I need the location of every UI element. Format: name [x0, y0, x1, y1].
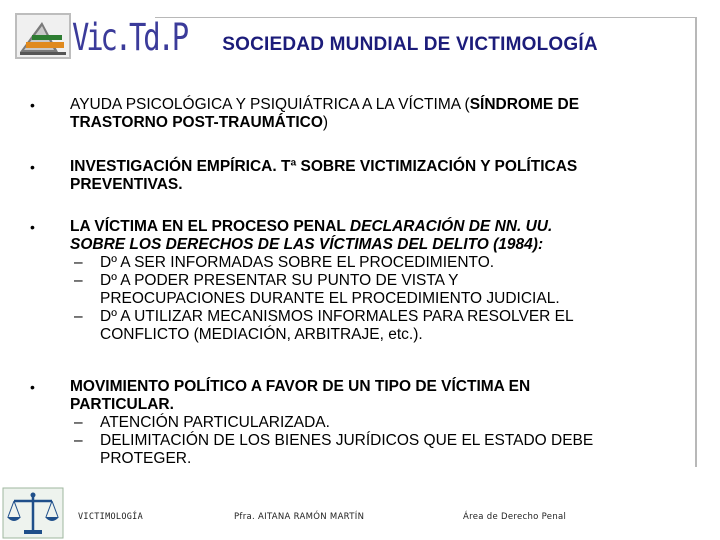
- bullet-marker: •: [30, 219, 35, 235]
- bullet-text: PARTICULAR.: [70, 396, 174, 413]
- sub-item: [70, 254, 574, 272]
- bullet-item: [26, 378, 593, 468]
- sub-item: [70, 272, 574, 308]
- sub-text: PREOCUPACIONES DURANTE EL PROCEDIMIENTO JUDICIAL.: [100, 290, 560, 307]
- victdp-logo: [14, 12, 187, 60]
- bullet-text: LA VÍCTIMA EN EL PROCESO PENAL: [70, 218, 350, 235]
- sub-item: [70, 308, 574, 344]
- sub-text: DELIMITACIÓN DE LOS BIENES JURÍDICOS QUE EL ESTADO DEBE: [100, 432, 594, 449]
- bullet-marker: •: [30, 159, 35, 175]
- bullet-text-italic: SOBRE LOS DERECHOS DE LAS VÍCTIMAS DEL DELITO (1984):: [70, 236, 544, 253]
- sub-marker: –: [74, 254, 83, 271]
- bullet-text: MOVIMIENTO POLÍTICO A FAVOR DE UN TIPO DE VÍCTIMA EN: [70, 378, 531, 395]
- footer-subject: VICTIMOLOGÍA: [78, 512, 144, 522]
- sub-item: [70, 432, 593, 468]
- footer-author: Pfra. AITANA RAMÓN MARTÍN: [234, 512, 365, 522]
- sub-marker: –: [74, 432, 83, 449]
- frame-right-line: [695, 17, 697, 467]
- page-title: SOCIEDAD MUNDIAL DE VICTIMOLOGÍA: [222, 34, 598, 55]
- bullet-text: ): [322, 114, 329, 131]
- scales-of-justice-icon: [2, 487, 64, 539]
- bullet-text: PREVENTIVAS.: [70, 176, 183, 193]
- bullet-item: [26, 96, 579, 132]
- footer-department: Área de Derecho Penal: [463, 512, 567, 522]
- bullet-marker: •: [30, 97, 35, 113]
- bullet-item: [26, 218, 574, 344]
- sub-text: PROTEGER.: [100, 450, 192, 467]
- logo-text: Vic.Td.P: [72, 16, 187, 59]
- bullet-marker: •: [30, 379, 35, 395]
- sub-text: Dº A PODER PRESENTAR SU PUNTO DE VISTA Y: [100, 272, 459, 289]
- bullet-text-bold: SÍNDROME DE: [469, 96, 580, 113]
- sub-marker: –: [74, 272, 83, 289]
- sub-item: [70, 414, 593, 432]
- bullet-text-italic: DECLARACIÓN DE NN. UU.: [349, 218, 553, 235]
- sub-text: CONFLICTO (MEDIACIÓN, ARBITRAJE, etc.).: [100, 326, 423, 343]
- frame-top-line: [155, 17, 696, 18]
- bullet-text: AYUDA PSICOLÓGICA Y PSIQUIÁTRICA A LA VÍCTIMA (: [70, 96, 470, 113]
- sub-marker: –: [74, 308, 83, 325]
- bullet-text-bold: TRASTORNO POST-TRAUMÁTICO: [70, 114, 323, 131]
- bullet-text: INVESTIGACIÓN EMPÍRICA. Tª SOBRE VICTIMIZACIÓN Y POLÍTICAS: [70, 158, 578, 175]
- logo-emblem-icon: [14, 12, 72, 60]
- sub-text: Dº A UTILIZAR MECANISMOS INFORMALES PARA RESOLVER EL: [100, 308, 574, 325]
- sub-text: Dº A SER INFORMADAS SOBRE EL PROCEDIMIENTO.: [100, 254, 495, 271]
- bullet-item: [26, 158, 577, 194]
- sub-text: ATENCIÓN PARTICULARIZADA.: [100, 414, 330, 431]
- sub-marker: –: [74, 414, 83, 431]
